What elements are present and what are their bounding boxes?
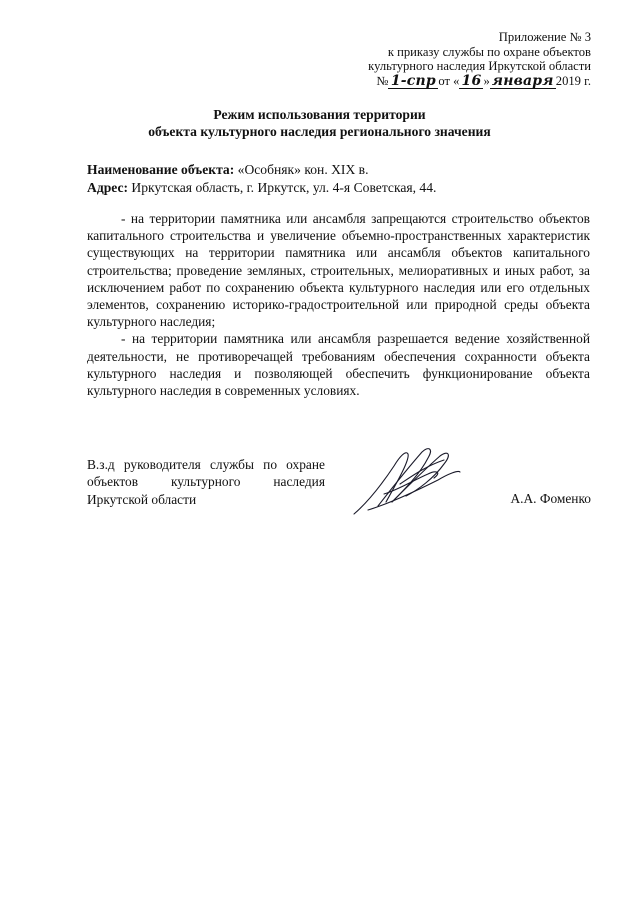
object-address-row <box>87 179 436 197</box>
signatory-name: А.А. Фоменко <box>510 491 591 506</box>
object-name-label: Наименование объекта: <box>87 162 235 177</box>
object-info <box>87 161 436 196</box>
prohibition-paragraph: - на территории памятника или ансамбля запрещаются строительство объектов капитального строительства и увеличение объемно-пространственных характеристик существующих на территории памятника или ансамбля объектов капитального строительства; проведение земляных, строительных, мелиоративных и иных работ, за исключением работ по сохранению объекта культурного наследия или его отдельных элементов, сохранению историко-градостроительной или природной среды объекта культурного наследия; <box>87 211 590 330</box>
appendix-number: Приложение № 3 <box>498 30 591 44</box>
order-year: 2019 г. <box>555 73 591 88</box>
permission-paragraph: - на территории памятника или ансамбля разрешается ведение хозяйственной деятельности, не противоречащей требованиям обеспечения сохранности объекта культурного наследия и позволяющей обеспечить функционирование объекта культурного наследия в современных условиях. <box>87 331 590 399</box>
title-line-1: Режим использования территории <box>213 107 426 122</box>
object-name-value: «Особняк» кон. XIX в. <box>234 162 369 177</box>
order-quote-close: » <box>483 73 490 88</box>
signatory-position: В.з.д руководителя службы по охране объектов культурного наследия Иркутской области <box>87 457 325 507</box>
order-month: января <box>490 75 556 89</box>
order-day: 16 <box>459 75 483 89</box>
object-name-row <box>87 161 436 179</box>
title-line-2: объекта культурного наследия регионального значения <box>148 124 491 139</box>
regime-text <box>87 210 590 399</box>
document-title <box>0 106 639 140</box>
appendix-order-ref: к приказу службы по охране объектов <box>387 44 591 59</box>
appendix-header <box>368 30 591 89</box>
order-number: 1-спр <box>388 75 438 89</box>
handwritten-signature <box>348 444 463 518</box>
appendix-agency: культурного наследия Иркутской области <box>368 59 591 74</box>
object-address-label: Адрес: <box>87 179 129 195</box>
order-line <box>368 74 591 89</box>
object-address-value: Иркутская область, г. Иркутск, ул. 4-я Советская, 44. <box>128 179 437 195</box>
order-number-sign: № <box>376 73 389 88</box>
order-from: от « <box>438 73 460 88</box>
